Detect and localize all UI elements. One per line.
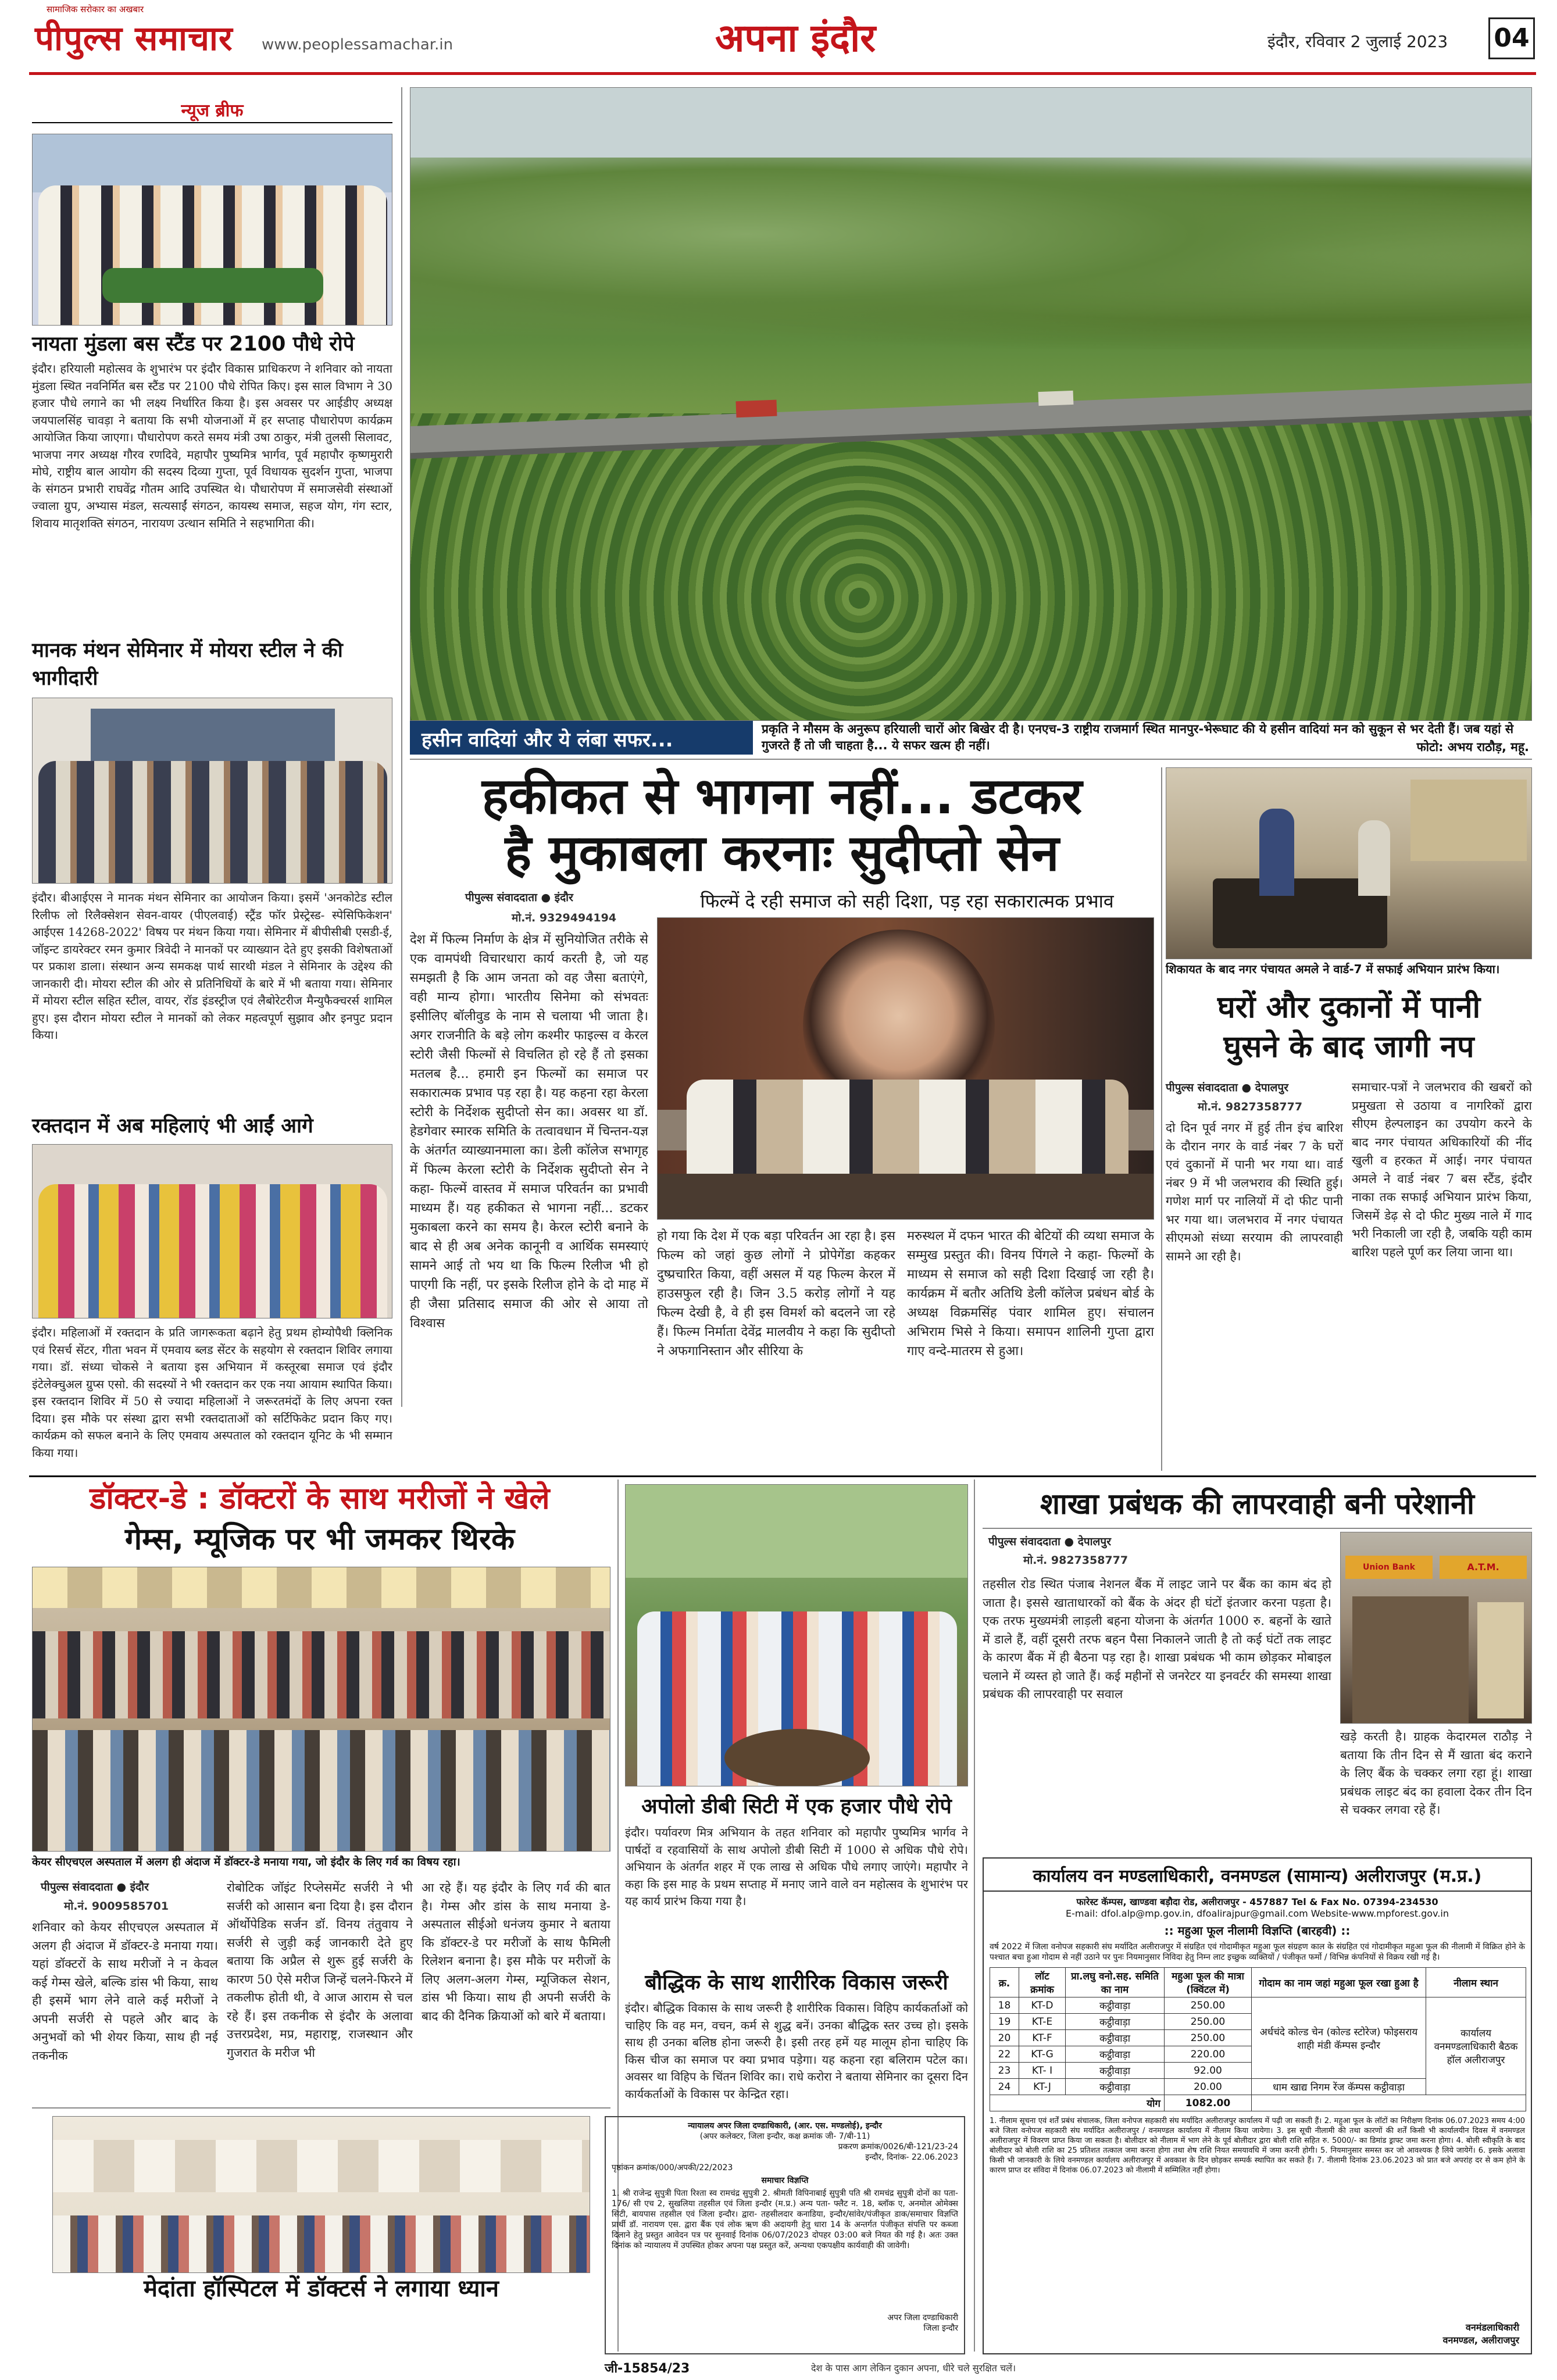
- page-number: 04: [1488, 17, 1535, 59]
- cell-serial: 24: [990, 2079, 1019, 2095]
- forest-notice-intro: वर्ष 2022 में जिला वनोपज सहकारी संघ मर्यादित अलीराजपुर में संग्रहित एवं गोदामीकृत महुआ फूल संग्रहण काल के संग्रहित एवं गोदामीकृत महुआ फूल की नीलामी में विक्रित होने के पश्चात बचा हुआ गोदाम से नहीं उठाने पर पुनः नियमानुसार निविदा हेतु निम्न लाट इच्छुक व्यक्तियों / पंजीकृत फर्मो / विभिन्न कंपनियों से विक्रय रखी गई है।: [990, 1942, 1525, 1962]
- cell-lot: KT-F: [1019, 2030, 1066, 2046]
- sewer-col-1: दो दिन पूर्व नगर में हुई तीन इंच बारिश के दौरान नगर के वार्ड नंबर 7 के घरों एवं दुकानों में पानी भर गया था। वार्ड नंबर 9 में भी जलभराव की स्थिति हुई। गणेश मार्ग पर नालियों में दो फीट पानी भर गया था। जलभराव में नगर पंचायत सीएमओ संध्या सरयाम की लापरवाही सामने आ रही है।: [1166, 1121, 1343, 1263]
- court-notice-endorsement: पृष्ठांकन क्रमांक/000/अपकी/22/2023: [612, 2163, 733, 2172]
- bank-mobile: मो.नं. 9827358777: [1023, 1554, 1129, 1567]
- lead-headline-1: हकीकत से भागना नहीं... डटकर: [481, 767, 1083, 826]
- lead-col-1: देश में फिल्म निर्माण के क्षेत्र में सुनियोजित तरीके से एक वामपंथी विचारधारा कार्य करती है, जो यह समझती है कि आम जनता को वह जैसा बताएंगे, वही मान्य होगा। भारतीय सिनेमा को संभवतः इसीलिए बॉलीवुड के नाम से चलाया भी जाता है। अगर राजनीति के बड़े लोग कश्मीर फाइल्स व केरल स्टोरी जैसी फिल्मों से विचलित हो रहे हैं तो इसका मतलब है... हमारी इन फिल्मों का समाज पर सकारात्मक प्रभाव पड़ रहा है। यह कहना रहा केरला स्टोरी के निर्देशक सुदीप्तो सेन का। अवसर था डॉ. हेडगेवार स्मारक समिति के तत्वावधान में चिन्तन-यज्ञ के अंतर्गत व्याख्यानमाला का। डेली कॉलेज सभागृह में फिल्म केरला स्टोरी के निर्देशक सुदीप्तो सेन ने कहा- फिल्में वास्तव में समाज परिवर्तन का प्रभावी माध्यम हैं। यह हकीकत से भागना नहीं... डटकर मुकाबला करने का समय है। केरल स्टोरी बनाने के बाद से ही अब अनेक कानूनी व आर्थिक समस्याएं सामने आई तो भय था कि फिल्म रिलीज भी हो पाएगी कि नहीं, पर इसके रिलीज होने के दो माह में ही जैसा प्रतिसाद समाज की ओर से आया तो विश्वास: [410, 932, 648, 1331]
- forest-notice-address: फारेस्ट कॅम्पस, खाण्डवा बड़ौदा रोड, अलीराजपुर - 457887 Tel & Fax No. 07394-234530: [1076, 1896, 1438, 1907]
- brief-1-headline: नायता मुंडला बस स्टैंड पर 2100 पौधे रोपे: [32, 333, 355, 356]
- brief-1-body: इंदौर। हरियाली महोत्सव के शुभारंभ पर इंदौर विकास प्राधिकरण ने शनिवार को नायता मुंडला स्थित नवनिर्मित बस स्टैंड पर 2100 पौधे रोपित किए। इस साल विभाग ने 30 हजार पौधे लगाने का भी लक्ष्य निर्धारित किया है। इस अवसर पर आईडीए अध्यक्ष जयपालसिंह चावड़ा ने बताया कि सभी योजनाओं में हर सप्ताह पौधारोपण कार्यक्रम आयोजित किया जाएगा। पौधारोपण करते समय मंत्री उषा ठाकुर, मंत्री तुलसी सिलावट, भाजपा नगर अध्यक्ष गौरव रणदिवे, महापौर पुष्यमित्र भार्गव, पूर्व महापौर कृष्णमुरारी मोघे, राष्ट्रीय बाल आयोग की सदस्य दिव्या गुप्ता, पूर्व विधायक सुदर्शन गुप्ता, भाजपा के संगठन प्रभारी राघवेंद्र गौतम आदि उपस्थित थे। पौधारोपण में समाजसेवी संस्थाओं ज्वाला ग्रुप, अभ्यास मंडल, सत्यसाईं संगठन, कायस्थ समाज, सहज योग, गंग स्टार, शिवाय मातृशक्ति संगठन, नारायण उत्थान समिति ने सहभागिता की।: [32, 362, 392, 530]
- baudhik-body: इंदौर। बौद्धिक विकास के साथ जरूरी है शारीरिक विकास। विहिप कार्यकर्ताओं को चाहिए कि वह मन, वचन, कर्म से शुद्ध बनें। उनका बौद्धिक स्तर उच्च हो। इसके साथ ही उनका बलिष्ठ होना जरूरी है। इसी तरह हमें यह मालूम होना चाहिए कि किस चीज का समाज पर क्या प्रभाव पड़ेगा। यह कहना रहा बलिराम पटेल का। अवसर था विहिप के चिंतन शिविर का। राधे करोरा ने बताया सेमिनार का दूसरा दिन कार्यकर्ताओं के विकास पर केन्द्रित रहा।: [625, 2001, 968, 2101]
- court-notice-title: समाचार विज्ञप्ति: [761, 2176, 809, 2185]
- cell-total: 1082.00: [1165, 2095, 1252, 2111]
- cell-quantity: 92.00: [1165, 2063, 1252, 2079]
- cell-empty: [1252, 2095, 1526, 2111]
- lead-col-3: मरुस्थल में दफन भारत की बेटियों की व्यथा समाज के सम्मुख प्रस्तुत की। विनय पिंगले ने कहा- फिल्मों के माध्यम से समाज को सही दिशा दिखाई जा रही है। कार्यक्रम में बतौर अतिथि डेली कॉलेज प्रबंधन बोर्ड के अध्यक्ष विक्रमसिंह पंवार शामिल हुए। संचालन अभिराम भिसे ने किया। समापन शालिनी गुप्ता द्वारा गाए वन्दे-मातरम से हुआ।: [907, 1229, 1154, 1359]
- cell-serial: 22: [990, 2046, 1019, 2063]
- masthead-logo[interactable]: पीपुल्स समाचार: [35, 19, 233, 58]
- sewer-mobile: मो.नं. 9827358777: [1198, 1100, 1303, 1113]
- cell-lot: KT-D: [1019, 1997, 1066, 2014]
- bank-signboard: Union Bank: [1345, 1556, 1433, 1579]
- brief-3-headline: रक्तदान में अब महिलाएं भी आईं आगे: [32, 1114, 313, 1138]
- cell-samiti: कट्ठीवाड़ा: [1066, 1997, 1165, 2014]
- cell-total-label: योग: [990, 2095, 1165, 2111]
- court-notice-sign-1: अपर जिला दण्डाधिकारी: [887, 2313, 958, 2322]
- col-godown: गोदाम का नाम जहां महुआ फूल रखा हुआ है: [1252, 1968, 1426, 1997]
- bank-col-1: तहसील रोड स्थित पंजाब नेशनल बैंक में लाइट जाने पर बैंक का काम बंद हो जाता है। इससे खाताधारकों को बैंक के अंदर ही घंटों इंतजार करना पड़ता है। एक तरफ मुख्यमंत्री लाड़ली बहना योजना के अंतर्गत 1000 रु. बहनों के खाते में डाले हैं, वहीं दूसरी तरफ बहन पैसा निकालने जाती है तो कई घंटों तक लाइट के कारण बैंक में ही बैठना पड़ रहा है। शाखा प्रबंधक भी काम छोड़कर मोबाइल चलाने में व्यस्त हो जाते हैं। कई महीनों से जनरेटर या इनवर्टर की समस्या शाखा प्रबंधक की लापरवाही पर सवाल: [983, 1577, 1331, 1701]
- bank-headline-rule: [983, 1528, 1532, 1529]
- lead-byline: पीपुल्स संवाददाता ● इंदौर: [465, 891, 573, 904]
- cell-lot: KT-G: [1019, 2046, 1066, 2063]
- footer-slogan: देश के पास आग लेकिन दुकान अपना, धीरे चले सुरक्षित चलें।: [811, 2363, 1016, 2374]
- seminar-photo: [32, 698, 392, 884]
- cell-place: कार्यालय वनमण्डलाधिकारी बैठक हॉल अलीराजपुर: [1426, 1997, 1526, 2095]
- forest-notice-sign-1: वनमंडलाधिकारी: [1465, 2322, 1519, 2333]
- brief-label-rule: [32, 122, 392, 123]
- court-notice-line-1: न्यायालय अपर जिला दण्डाधिकारी, (आर. एस. मण्डलोई), इन्दौर: [688, 2121, 882, 2131]
- kerala-story-event-photo: [657, 917, 1154, 1220]
- hero-tag: हसीन वादियां और ये लंबा सफर...: [410, 721, 753, 755]
- news-brief-label: न्यूज ब्रीफ: [181, 101, 244, 121]
- court-notice-sign-2: जिला इन्दौर: [923, 2324, 958, 2333]
- cell-serial: 18: [990, 1997, 1019, 2014]
- website-link[interactable]: www.peoplessamachar.in: [262, 36, 453, 53]
- hero-rule: [410, 759, 1532, 760]
- brief-3-body: इंदौर। महिलाओं में रक्तदान के प्रति जागरूकता बढ़ाने हेतु प्रथम होम्योपैथी क्लिनिक एवं रिसर्च सेंटर, गीता भवन में एमवाय ब्लड सेंटर के सहयोग से रक्तदान शिविर लगाया गया। डॉ. संध्या चोकसे ने बताया इस अभियान में कस्तूरबा समाज एवं इंदौर इंटेलेक्चुअल ग्रुप्स एसो. की सदस्यों ने भी रक्तदान कर एक नया आयाम स्थापित किया। इस रक्तदान शिविर में 50 से ज्यादा महिलाओं ने जरूरतमंदों के लिए अपना रक्त दिया। इस मौके पर संस्था द्वारा सभी रक्तदाताओं को सर्टिफिकेट प्रदान किए गए। कार्यक्रम को सफल बनाने के लिए एमवाय अस्पताल को रक्तदान यूनिट के भी सम्मान किया गया।: [32, 1325, 392, 1460]
- cell-samiti: कट्ठीवाड़ा: [1066, 2046, 1165, 2063]
- forest-notice-sign-2: वनमण्डल, अलीराजपुर: [1442, 2335, 1519, 2346]
- bank-branch-photo: [1340, 1532, 1532, 1724]
- lead-col-2: हो गया कि देश में एक बड़ा परिवर्तन आ रहा है। इस फिल्म को जहां कुछ लोगों ने प्रोपेगेंडा कहकर दुष्प्रचारित किया, वहीं असल में यह फिल्म केरल में हाउसफुल रही है। जिन 3.5 करोड़ लोगों ने यह फिल्म देखी है, वे ही इस विमर्श को बदलने जा रहे हैं। फिल्म निर्माता देवेंद्र मालवीय ने कहा कि सुदीप्तो ने अफगानिस्तान और सीरिया के: [657, 1229, 895, 1359]
- blood-donation-photo: [32, 1144, 392, 1318]
- col-lot: लॉट क्रमांक: [1019, 1968, 1066, 1997]
- cell-serial: 19: [990, 2014, 1019, 2030]
- doctor-headline-2: गेम्स, म्यूजिक पर भी जमकर थिरके: [124, 1522, 515, 1557]
- court-notice-body: 1. श्री राजेन्द्र सुपुत्री पिता रिश्ता स्व रामचंद्र सुपुत्री 2. श्रीमती विपिनाबाई सुपुत्री पति श्री रामचंद्र सुपुत्री दोनों का पता- 176/ सी एच 2, सुखलिया तहसील एवं जिला इन्दौर (म.प्र.) अन्य पता- फ्लैट न. 18, ब्लॉक ए, अनमोल ओमेक्स सिटी, बायपास तहसील एवं जिला इन्दौर। द्वारा- तहसीलदार कनाडिया, इन्दौर/सांवेर/पंजीकृत डाक/समाचार विज्ञप्ति प्रार्थी डॉ. नारायण एस. द्वारा बैंक एवं लोक ऋण की अदायगी हेतु धारा 14 के अन्तर्गत पंजीकृत संपत्ति पर कब्जा दिलाने हेतु प्रस्तुत आवेदन पत्र पर सुनवाई दिनांक 06/07/2023 दोपहर 03:00 बजे नियत की गई है। अतः उक्त दिनांक को न्यायालय में उपस्थित होकर अपना पक्ष प्रस्तुत करें, अन्यथा एकपक्षीय कार्यवाही की जावेगी।: [612, 2189, 958, 2250]
- auction-table-header: [990, 1968, 1526, 1997]
- court-notice-line-2: (अपर कलेक्टर, जिला इन्दौर, कक्ष क्रमांक जी- 7/बी-11): [699, 2132, 870, 2141]
- apollo-plantation-photo: [625, 1484, 968, 1786]
- apollo-headline: अपोलो डीबी सिटी में एक हजार पौधे रोपे: [641, 1795, 952, 1818]
- forest-notice-email: E-mail: dfol.alp@mp.gov.in, dfoalirajpur@gmail.com Website-www.mpforest.gov.in: [1066, 1908, 1449, 1919]
- table-row: [990, 1997, 1526, 2014]
- baudhik-headline: बौद्धिक के साथ शारीरिक विकास जरूरी: [645, 1971, 948, 1995]
- doctor-col-3: आ रहे हैं। यह इंदौर के लिए गर्व की बात है। गेम्स और डांस के साथ मनाया डे- अस्पताल सीईओ धनंजय कुमार ने बताया कि डॉक्टर-डे पर मरीजों के साथ फैमिली रिलेशन बनाना है। इस मौके पर मरीजों के लिए अलग-अलग गेम्स, म्यूजिकल सेशन, डांस भी किया। साथ ही अपनी सर्जरी के बाद की दैनिक क्रियाओं को बारे में बताया।: [422, 1881, 610, 2023]
- atm-signboard: A.T.M.: [1440, 1556, 1527, 1579]
- cell-samiti: कट्ठीवाड़ा: [1066, 2014, 1165, 2030]
- medanta-photo-spacer: [32, 2116, 610, 2290]
- cell-serial: 20: [990, 2030, 1019, 2046]
- apollo-body: इंदौर। पर्यावरण मित्र अभियान के तहत शनिवार को महापौर पुष्यमित्र भार्गव ने पार्षदों व रहवासियों के साथ अपोलो डीबी सिटी में 1000 से अधिक पौधे रोपे। अभियान के अंतर्गत शहर में एक लाख से अधिक पौधे लगाए जाएंगे। महापौर ने कहा कि इस माह के प्रथम सप्ताह में मनाए जाने वाले वन महोत्सव के शुभारंभ पर यह कार्य प्रारंभ किया गया है।: [625, 1825, 968, 1908]
- forest-notice-terms: 1. नीलाम सूचना एवं शर्तें प्रबंध संचालक, जिला वनोपज सहकारी संघ मर्यादित अलीराजपुर कार्यालय में पढ़ी जा सकती हैं। 2. महुआ फूल के लॉटों का निरीक्षण दिनांक 06.07.2023 समय 4:00 बजे जिला वनोपज सहकारी संघ मर्यादित अलीराजपुर / वनमण्डल कार्यालय में नीलाम किया जायेगा। 3. इस सूची नीलामी की तथा कारणों की शर्तें किसी भी कार्यालयीन दिवस में वनमण्डल अलीराजपुर में विवरण प्राप्त किया जा सकता है। बोलीदार को नीलाम में भाग लेने के पूर्व बोलीदार द्वारा बोली राशि सहित रु. 5000/- का डिमांड ड्राफ्ट जमा करना होगा। 4. बोली स्वीकृति के बाद बोलीदार को बोली राशि का 25 प्रतिशत तत्काल जमा करना होगा तथा शेष राशि नियत समयावधि में जमा करनी होगी। 5. नियमानुसार समस्त कर जो आवश्यक है लिये जायेगें। 6. इसके अलावा किसी भी जानकारी के लिये वनमण्डल कार्यालय अलीराजपुर में अवकाश के दिन छोड़कर सम्पर्क स्थापित कर सकते हैं। 7. नीलामी दिनांक 23.06.2023 को प्रात बजे अपरांह दर से कम होने के कारण प्राप्त दर संविदा में दिनांक 06.07.2023 को नीलामी में सम्मिलित नहीं होगा।: [990, 2117, 1525, 2175]
- column-divider-4: [974, 1480, 975, 2352]
- mid-rule: [29, 1475, 1536, 1477]
- doctor-day-photo: [32, 1567, 610, 1852]
- bank-headline: शाखा प्रबंधक की लापरवाही बनी परेशानी: [1040, 1487, 1475, 1521]
- auction-table: [990, 1967, 1526, 2111]
- lead-mobile: मो.नं. 9329494194: [512, 912, 617, 924]
- masthead-rule: [29, 72, 1536, 75]
- doctor-mobile: मो.नं. 9009585701: [64, 1900, 169, 1913]
- hero-caption: प्रकृति ने मौसम के अनुरूप हरियाली चारों ओर बिखेर दी है। एनएच-3 राष्ट्रीय राजमार्ग स्थित मानपुर-भेरूघाट की ये हसीन वादियां मन को सुकून से भर देती हैं। जब यहां से गुजरते हैं तो जी चाहता है... ये सफर खत्म ही नहीं।: [762, 722, 1514, 752]
- medanta-col-1: [32, 2304, 311, 2378]
- doctor-byline: पीपुल्स संवाददाता ● इंदौर: [41, 1881, 149, 1893]
- lead-headline-2: है मुकाबला करनाः सुदीप्तो सेन: [505, 824, 1059, 882]
- sewer-headline-2: घुसने के बाद जागी नप: [1223, 1030, 1474, 1064]
- cell-samiti: कट्ठीवाड़ा: [1066, 2079, 1165, 2095]
- court-notice: [605, 2116, 965, 2354]
- cell-lot: KT-E: [1019, 2014, 1066, 2030]
- forest-notice-subtitle: :: महुआ फूल नीलामी विज्ञप्ति (बारहवी) ::: [1164, 1924, 1351, 1938]
- column-divider-2: [1161, 767, 1162, 1471]
- bank-col-2: खड़े करती है। ग्राहक केदारमल राठौड़ ने बताया कि तीन दिन से मैं खाता बंद कराने के लिए बैंक के चक्कर लगा रहा हूं। शाखा प्रबंधक लाइट बंद का हवाला देकर तीन दिन से चक्कर लगवा रहे हैं।: [1340, 1729, 1532, 1817]
- court-notice-date: इन्दौर, दिनांक- 22.06.2023: [865, 2153, 958, 2162]
- footer-code: जी-15854/23: [605, 2361, 690, 2376]
- doctor-bottom-rule: [32, 2107, 610, 2109]
- cell-godown-2: धाम खाद्य निगम रेंज कॅम्पस कट्ठीवाड़ा: [1252, 2079, 1426, 2095]
- forest-notice-title: कार्यालय वन मण्डलाधिकारी, वनमण्डल (सामान्य) अलीराजपुर (म.प्र.): [984, 1859, 1531, 1892]
- cell-lot: KT-J: [1019, 2079, 1066, 2095]
- lead-subhead: फिल्में दे रही समाज को सही दिशा, पड़ रहा सकारात्मक प्रभाव: [700, 890, 1114, 912]
- section-title: अपना इंदौर: [715, 16, 876, 60]
- cell-quantity: 20.00: [1165, 2079, 1252, 2095]
- cell-quantity: 250.00: [1165, 1997, 1252, 2014]
- cell-godown-1: अर्धचंदे कोल्ड चेन (कोल्ड स्टोरेज) फोइसराय शाही मंडी कॅम्पस इन्दौर: [1252, 1997, 1426, 2079]
- sewer-headline-1: घरों और दुकानों में पानी: [1217, 990, 1481, 1025]
- forest-notice: [983, 1857, 1532, 2354]
- col-place: नीलाम स्थान: [1426, 1968, 1526, 1997]
- cell-samiti: कट्ठीवाड़ा: [1066, 2063, 1165, 2079]
- doctor-photo-caption: केयर सीएचएल अस्पताल में अलग ही अंदाज में डॉक्टर-डे मनाया गया, जो इंदौर के लिए गर्व का विषय रहा।: [32, 1856, 460, 1868]
- masthead: [0, 0, 1557, 74]
- masthead-tagline: सामाजिक सरोकार का अखबार: [47, 4, 144, 15]
- issue-date: इंदौर, रविवार 2 जुलाई 2023: [1267, 32, 1448, 51]
- doctor-col-2: रोबोटिक जॉइंट रिप्लेसमेंट सर्जरी ने भी सर्जरी को आसान बना दिया है। इस दौरान ऑर्थोपेडिक सर्जन डॉ. विनय तंतुवाय ने सर्जरी से जुड़ी कई जानकारी देते हुए बताया कि अप्रैल से शुरू हुई सर्जरी के कारण 50 ऐसे मरीज जिन्हें चलने-फिरने में तकलीफ होती थी, वे आज आराम से चल रहे हैं। इस तकनीक से इंदौर के अलावा उत्तरप्रदेश, मप्र, महाराष्ट्र, राजस्थान और गुजरात के मरीज भी: [227, 1881, 413, 2060]
- brief-2-body: इंदौर। बीआईएस ने मानक मंथन सेमिनार का आयोजन किया। इसमें 'अनकोटेड स्टील रिलीफ लो रिलैक्सेशन सेवन-वायर (पीएलवाई) स्ट्रैंड फॉर प्रेस्ट्रेस्ड- स्पेसिफिकेशन' आईएस 14268-2022' विषय पर मंथन किया गया। सेमिनार में बीपीसीबी एसडी-ई, जॉइन्ट डायरेक्टर रमन कुमार त्रिवेदी ने मानकों पर व्याख्यान देते हुए इसकी विशेषताओं पर प्रकाश डाला। संस्थान अन्य समकक्ष पार्थ सारथी मंडल ने सेमिनार के उद्देश्य की जानकारी दी। मोयरा स्टील की ओर से प्रतिनिधियों के बारे में भी बताया गया। सेमिनार में मोयरा स्टील सहित स्टील, वायर, रॉड इंडस्ट्रीज एवं लैबोरेटरीज मैन्युफैक्चरर्स शामिल हुए। इस दौरान मोयरा स्टील ने मानकों को लेकर महत्वपूर्ण सुझाव और इनपुट प्रदान किया।: [32, 891, 392, 1042]
- col-samiti: प्रा.लघु वनो.सह. समिति का नाम: [1066, 1968, 1165, 1997]
- col-quantity: महुआ फूल की मात्रा (क्विंटल में): [1165, 1968, 1252, 1997]
- plantation-photo: [32, 134, 392, 326]
- bank-byline: पीपुल्स संवाददाता ● देपालपुर: [988, 1535, 1111, 1548]
- sewer-col-2: समाचार-पत्रों ने जलभराव की खबरों को प्रमुखता से उठाया व नागरिकों द्वारा सीएम हेल्पलाइन का उपयोग करने के बाद नगर पंचायत अधिकारियों की नींद खुली व हरकत में आई। नगर पंचायत अमले ने वार्ड नंबर 7 बस स्टैंड, इंदौर नाका तक सफाई अभियान प्रारंभ किया, जिसमें डेढ़ से दो फीट मुख्य नाले में गाद भरी निकाली जा रही है, जबकि यही काम बारिश पहले पूर्ण कर लिया जाना था।: [1352, 1080, 1532, 1259]
- drain-photo-caption: शिकायत के बाद नगर पंचायत अमले ने वार्ड-7 में सफाई अभियान प्रारंभ किया।: [1166, 962, 1500, 976]
- drain-cleaning-photo: [1166, 767, 1532, 959]
- doctor-col-1: शनिवार को केयर सीएचएल अस्पताल में अलग ही अंदाज में डॉक्टर-डे मनाया गया। यहां डॉक्टरों के साथ मरीजों ने न केवल कई गेम्स खेले, बल्कि डांस भी किया, साथ ही इसमें भाग लेने वाले कई मरीजों ने अपनी सर्जरी से पहले और बाद के अनुभवों को भी शेयर किया, साथ ही नई तकनीक: [32, 1920, 218, 2063]
- col-serial: क्र.: [990, 1968, 1019, 1997]
- column-divider-1: [401, 87, 402, 1407]
- cell-serial: 23: [990, 2063, 1019, 2079]
- hero-valley-photo: [410, 87, 1532, 721]
- cell-quantity: 250.00: [1165, 2030, 1252, 2046]
- medanta-final-headline: मेदांता हॉस्पिटल में डॉक्टर्स ने लगाया ध्यान: [144, 2275, 499, 2302]
- hero-photo-credit: फोटो: अभय राठौड़, महू.: [1416, 740, 1529, 754]
- cell-samiti: कट्ठीवाड़ा: [1066, 2030, 1165, 2046]
- table-total-row: [990, 2095, 1526, 2111]
- sewer-byline: पीपुल्स संवाददाता ● देपालपुर: [1166, 1081, 1288, 1094]
- cell-quantity: 220.00: [1165, 2046, 1252, 2063]
- doctor-headline-1: डॉक्टर-डे : डॉक्टरों के साथ मरीजों ने खेले: [90, 1481, 550, 1516]
- medanta-col-2: [326, 2304, 610, 2378]
- cell-lot: KT- I: [1019, 2063, 1066, 2079]
- court-notice-case-no: प्रकरण क्रमांक/0026/बी-121/23-24: [838, 2142, 958, 2152]
- cell-quantity: 250.00: [1165, 2014, 1252, 2030]
- brief-2-headline: मानक मंथन सेमिनार में मोयरा स्टील ने की भागीदारी: [32, 639, 343, 690]
